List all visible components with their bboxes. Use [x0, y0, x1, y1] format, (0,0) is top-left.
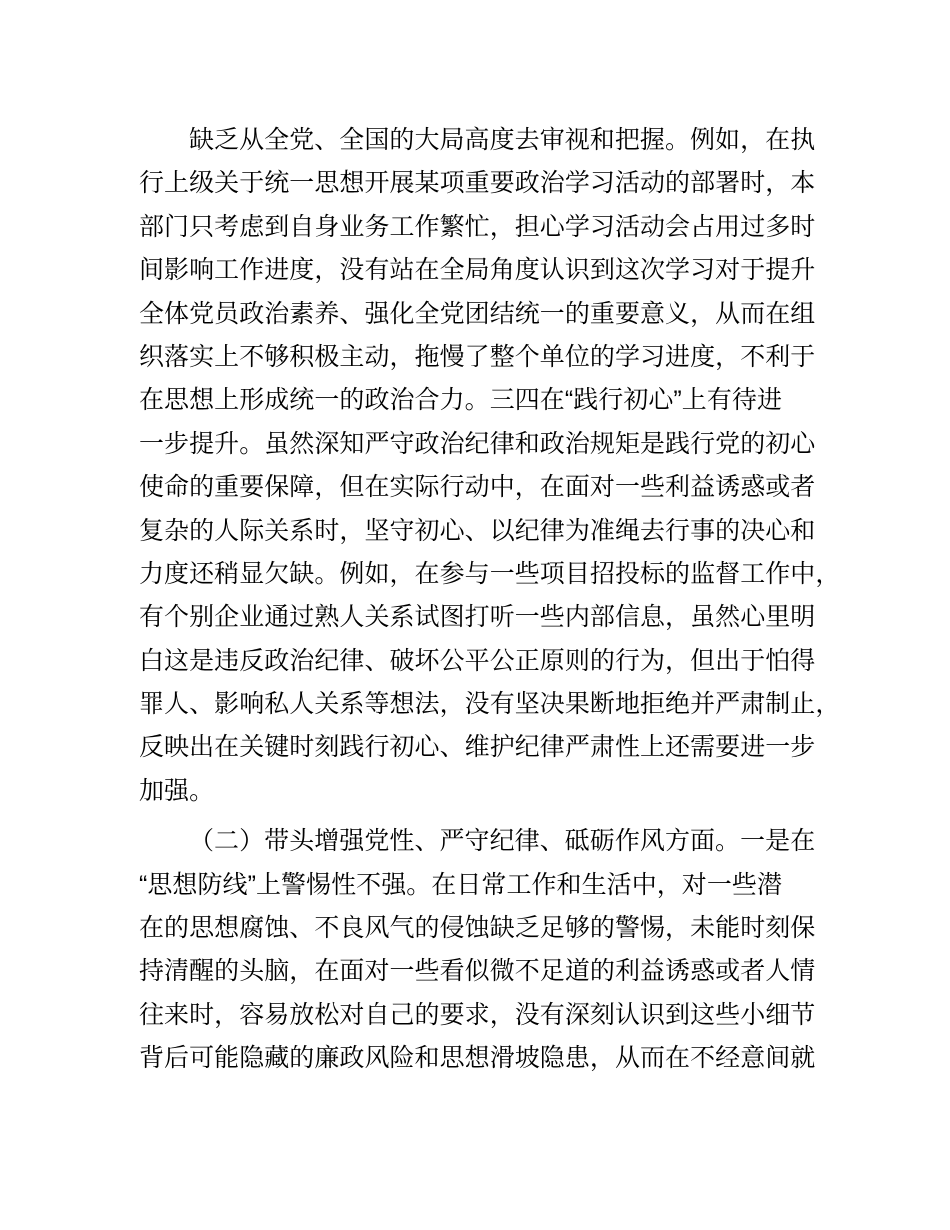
paragraph-1 [139, 119, 841, 813]
text-line: 缺乏从全党、全国的大局高度去审视和把握。例如，在执 [189, 126, 816, 154]
text-line: 背后可能隐藏的廉政风险和思想滑坡隐患，从而在不经意间就 [139, 1044, 816, 1073]
text-line: 白这是违反政治纪律、破坏公平公正原则的行为，但出于怕得 [139, 646, 816, 675]
text-line: 行上级关于统一思想开展某项重要政治学习活动的部署时，本 [139, 169, 816, 198]
text-line: 部门只考虑到自身业务工作繁忙，担心学习活动会占用过多时 [139, 212, 816, 241]
text-line: 加强。 [139, 776, 215, 805]
text-line: 一步提升。虽然深知严守政治纪律和政治规矩是践行党的初心 [139, 429, 816, 458]
paragraph-2 [139, 820, 814, 1080]
document-text-body [139, 119, 841, 1081]
text-line: 罪人、影响私人关系等想法，没有坚决果断地拒绝并严肃制止， [139, 690, 841, 719]
text-line: 力度还稍显欠缺。例如，在参与一些项目招投标的监督工作中， [139, 559, 841, 588]
text-line: “思想防线”上警惕性不强。在日常工作和生活中，对一些潜 [139, 870, 783, 899]
text-line: 有个别企业通过熟人关系试图打听一些内部信息，虽然心里明 [139, 603, 816, 632]
text-line: 织落实上不够积极主动，拖慢了整个单位的学习进度，不利于 [139, 342, 816, 371]
text-line: 间影响工作进度，没有站在全局角度认识到这次学习对于提升 [139, 256, 816, 285]
text-line: 持清醒的头脑，在面对一些看似微不足道的利益诱惑或者人情 [139, 957, 816, 986]
text-line: 全体党员政治素养、强化全党团结统一的重要意义，从而在组 [139, 299, 816, 328]
text-line: 在的思想腐蚀、不良风气的侵蚀缺乏足够的警惕，未能时刻保 [139, 914, 816, 943]
text-line: 使命的重要保障，但在实际行动中，在面对一些利益诱惑或者 [139, 473, 816, 502]
text-line: 复杂的人际关系时，坚守初心、以纪律为准绳去行事的决心和 [139, 516, 816, 545]
text-line: （二）带头增强党性、严守纪律、砥砺作风方面。一是在 [189, 827, 816, 856]
text-line: 在思想上形成统一的政治合力。三四在“践行初心”上有待进 [139, 386, 783, 415]
text-line: 往来时，容易放松对自己的要求，没有深刻认识到这些小细节 [139, 1000, 816, 1029]
text-line: 反映出在关键时刻践行初心、维护纪律严肃性上还需要进一步 [139, 733, 816, 762]
